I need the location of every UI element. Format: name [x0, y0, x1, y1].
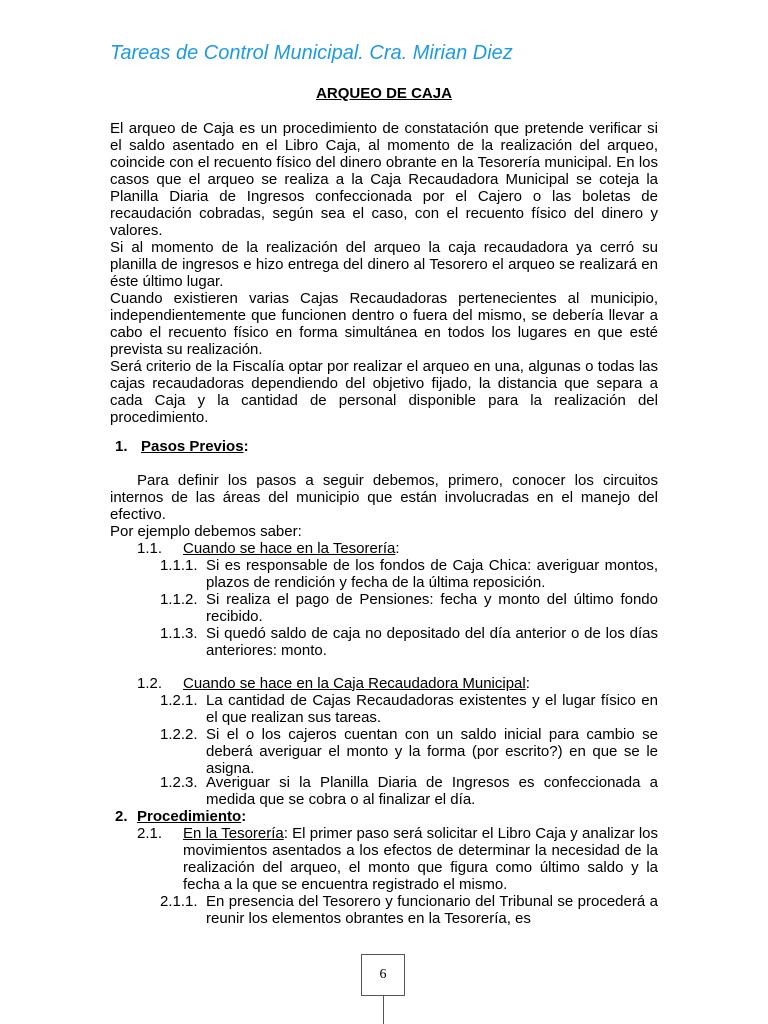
subsection-1-2-number: 1.2.: [137, 675, 163, 692]
subsection-2-1-number: 2.1.: [137, 825, 163, 842]
intro-paragraph: Si al momento de la realización del arqueo la caja recaudadora ya cerró su planilla de ingresos e hizo entrega del dinero al Tesorero el arqueo se realizará en éste último lugar.: [110, 239, 658, 290]
intro-paragraph: Cuando existieren varias Cajas Recaudadoras pertenecientes al municipio, independientemente que funcionen dentro o fuera del mismo, se debería llevar a cabo el recuento físico en forma simultánea en todos los lugares en que esté prevista su realización.: [110, 290, 658, 358]
page-number: 6: [361, 954, 405, 996]
section-1-heading: [141, 438, 249, 455]
item-text: La cantidad de Cajas Recaudadoras existentes y el lugar físico en el que realizan sus tareas.: [206, 692, 658, 726]
item-number: 1.2.1.: [160, 692, 198, 709]
subsection-1-2-heading-text: Cuando se hace en la Caja Recaudadora Municipal: [183, 675, 526, 692]
section-1-heading-text: Pasos Previos: [141, 438, 244, 455]
subsection-2-1-heading: En la Tesorería: [183, 825, 284, 842]
page-number-connector: [383, 996, 384, 1024]
item-text: Averiguar si la Planilla Diaria de Ingresos es confeccionada a medida que se cobra o al finalizar el día.: [206, 774, 658, 808]
subsection-1-2-heading: [183, 675, 530, 692]
item-number: 1.1.1.: [160, 557, 198, 574]
section-2-number: 2.: [115, 808, 128, 825]
subsection-1-2-colon: :: [525, 675, 530, 692]
subsection-2-1-body: : El primer paso será solicitar el Libro Caja y analizar los movimientos asentados a los efectos de determinar la necesidad de la realización del arqueo, el monto que figura como último saldo y la fecha a la que se encuentra registrado el mismo.: [183, 825, 658, 893]
intro-section: [110, 120, 658, 426]
intro-paragraph: Será criterio de la Fiscalía optar por realizar el arqueo en una, algunas o todas las cajas recaudadoras dependiendo del objetivo fijado, la distancia que separa a cada Caja y la cantidad de personal disponible para la realización del procedimiento.: [110, 358, 658, 426]
item-number: 1.1.3.: [160, 625, 198, 642]
item-number: 1.2.3.: [160, 774, 198, 791]
section-2-colon: :: [241, 808, 247, 825]
item-text: Si es responsable de los fondos de Caja Chica: averiguar montos, plazos de rendición y fecha de la última reposición.: [206, 557, 658, 591]
item-text: Si el o los cajeros cuentan con un saldo inicial para cambio se deberá averiguar el monto y la forma (por escrito?) en que se le asigna.: [206, 726, 658, 777]
item-text: Si realiza el pago de Pensiones: fecha y monto del último fondo recibido.: [206, 591, 658, 625]
section-2-heading: [137, 808, 246, 825]
item-text: En presencia del Tesorero y funcionario del Tribunal se procederá a reunir los elementos obrantes en la Tesorería, es: [206, 893, 658, 927]
document-header: Tareas de Control Municipal. Cra. Mirian Diez: [110, 42, 513, 64]
section-1-colon: :: [243, 438, 249, 455]
item-text: Si quedó saldo de caja no depositado del día anterior o de los días anteriores: monto.: [206, 625, 658, 659]
section-1-paragraph: Por ejemplo debemos saber:: [110, 523, 302, 540]
subsection-1-1-heading: [183, 540, 400, 557]
item-number: 1.1.2.: [160, 591, 198, 608]
item-number: 2.1.1.: [160, 893, 198, 910]
section-1-paragraph: Para definir los pasos a seguir debemos, primero, conocer los circuitos internos de las áreas del municipio que están involucradas en el manejo del efectivo.: [110, 472, 658, 523]
item-number: 1.2.2.: [160, 726, 198, 743]
subsection-2-1-text: [183, 825, 658, 893]
page-title: ARQUEO DE CAJA: [316, 85, 452, 102]
subsection-1-1-number: 1.1.: [137, 540, 163, 557]
section-1-number: 1.: [115, 438, 128, 455]
intro-paragraph: El arqueo de Caja es un procedimiento de constatación que pretende verificar si el saldo asentado en el Libro Caja, al momento de la realización del arqueo, coincide con el recuento físico del dinero obrante en la Tesorería municipal. En los casos que el arqueo se realiza a la Caja Recaudadora Municipal se coteja la Planilla Diaria de Ingresos confeccionada por el Cajero o las boletas de recaudación cobradas, según sea el caso, con el recuento físico del dinero y valores.: [110, 120, 658, 239]
subsection-1-1-heading-text: Cuando se hace en la Tesorería: [183, 540, 396, 557]
section-2-heading-text: Procedimiento: [137, 808, 242, 825]
subsection-1-1-colon: :: [395, 540, 400, 557]
